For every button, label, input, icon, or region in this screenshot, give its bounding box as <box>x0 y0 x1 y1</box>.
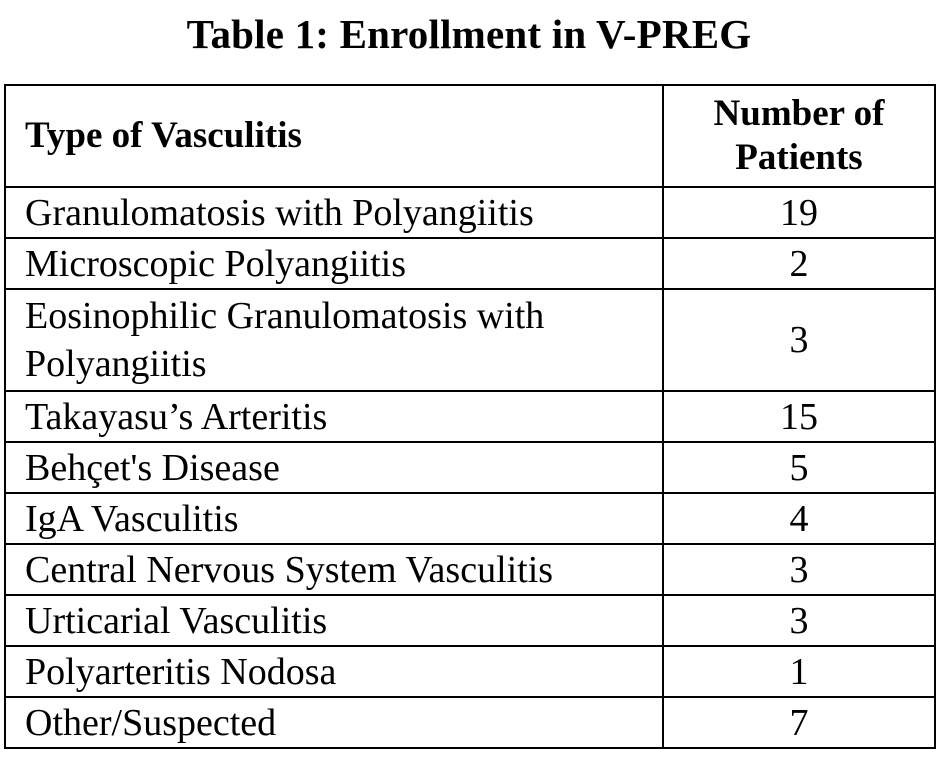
table-row <box>5 238 935 289</box>
header-type-of-vasculitis: Type of Vasculitis <box>5 85 663 187</box>
table-title: Table 1: Enrollment in V-PREG <box>186 11 752 57</box>
patient-count-cell: 3 <box>663 289 935 391</box>
table-row <box>5 595 935 646</box>
vasculitis-type-cell: IgA Vasculitis <box>5 493 663 544</box>
vasculitis-type-cell: Takayasu’s Arteritis <box>5 391 663 442</box>
vasculitis-type-cell: Eosinophilic Granulomatosis with Polyangiitis <box>5 289 663 391</box>
table-row <box>5 646 935 697</box>
header-row <box>5 85 935 187</box>
patient-count-cell: 15 <box>663 391 935 442</box>
table-row <box>5 289 935 391</box>
vasculitis-type-cell: Urticarial Vasculitis <box>5 595 663 646</box>
patient-count-cell: 1 <box>663 646 935 697</box>
patient-count-cell: 4 <box>663 493 935 544</box>
table-row <box>5 187 935 238</box>
vasculitis-type-cell: Other/Suspected <box>5 697 663 748</box>
table-row <box>5 442 935 493</box>
header-number-of-patients: Number of Patients <box>663 85 935 187</box>
patient-count-cell: 3 <box>663 595 935 646</box>
table-row <box>5 391 935 442</box>
patient-count-cell: 2 <box>663 238 935 289</box>
vasculitis-type-cell: Granulomatosis with Polyangiitis <box>5 187 663 238</box>
table-row <box>5 493 935 544</box>
patient-count-cell: 7 <box>663 697 935 748</box>
vasculitis-type-cell: Polyarteritis Nodosa <box>5 646 663 697</box>
patient-count-cell: 19 <box>663 187 935 238</box>
enrollment-table <box>4 84 936 749</box>
patient-count-cell: 5 <box>663 442 935 493</box>
vasculitis-type-cell: Behçet's Disease <box>5 442 663 493</box>
patient-count-cell: 3 <box>663 544 935 595</box>
table-row <box>5 544 935 595</box>
table-row <box>5 697 935 748</box>
vasculitis-type-cell: Central Nervous System Vasculitis <box>5 544 663 595</box>
vasculitis-type-cell: Microscopic Polyangiitis <box>5 238 663 289</box>
